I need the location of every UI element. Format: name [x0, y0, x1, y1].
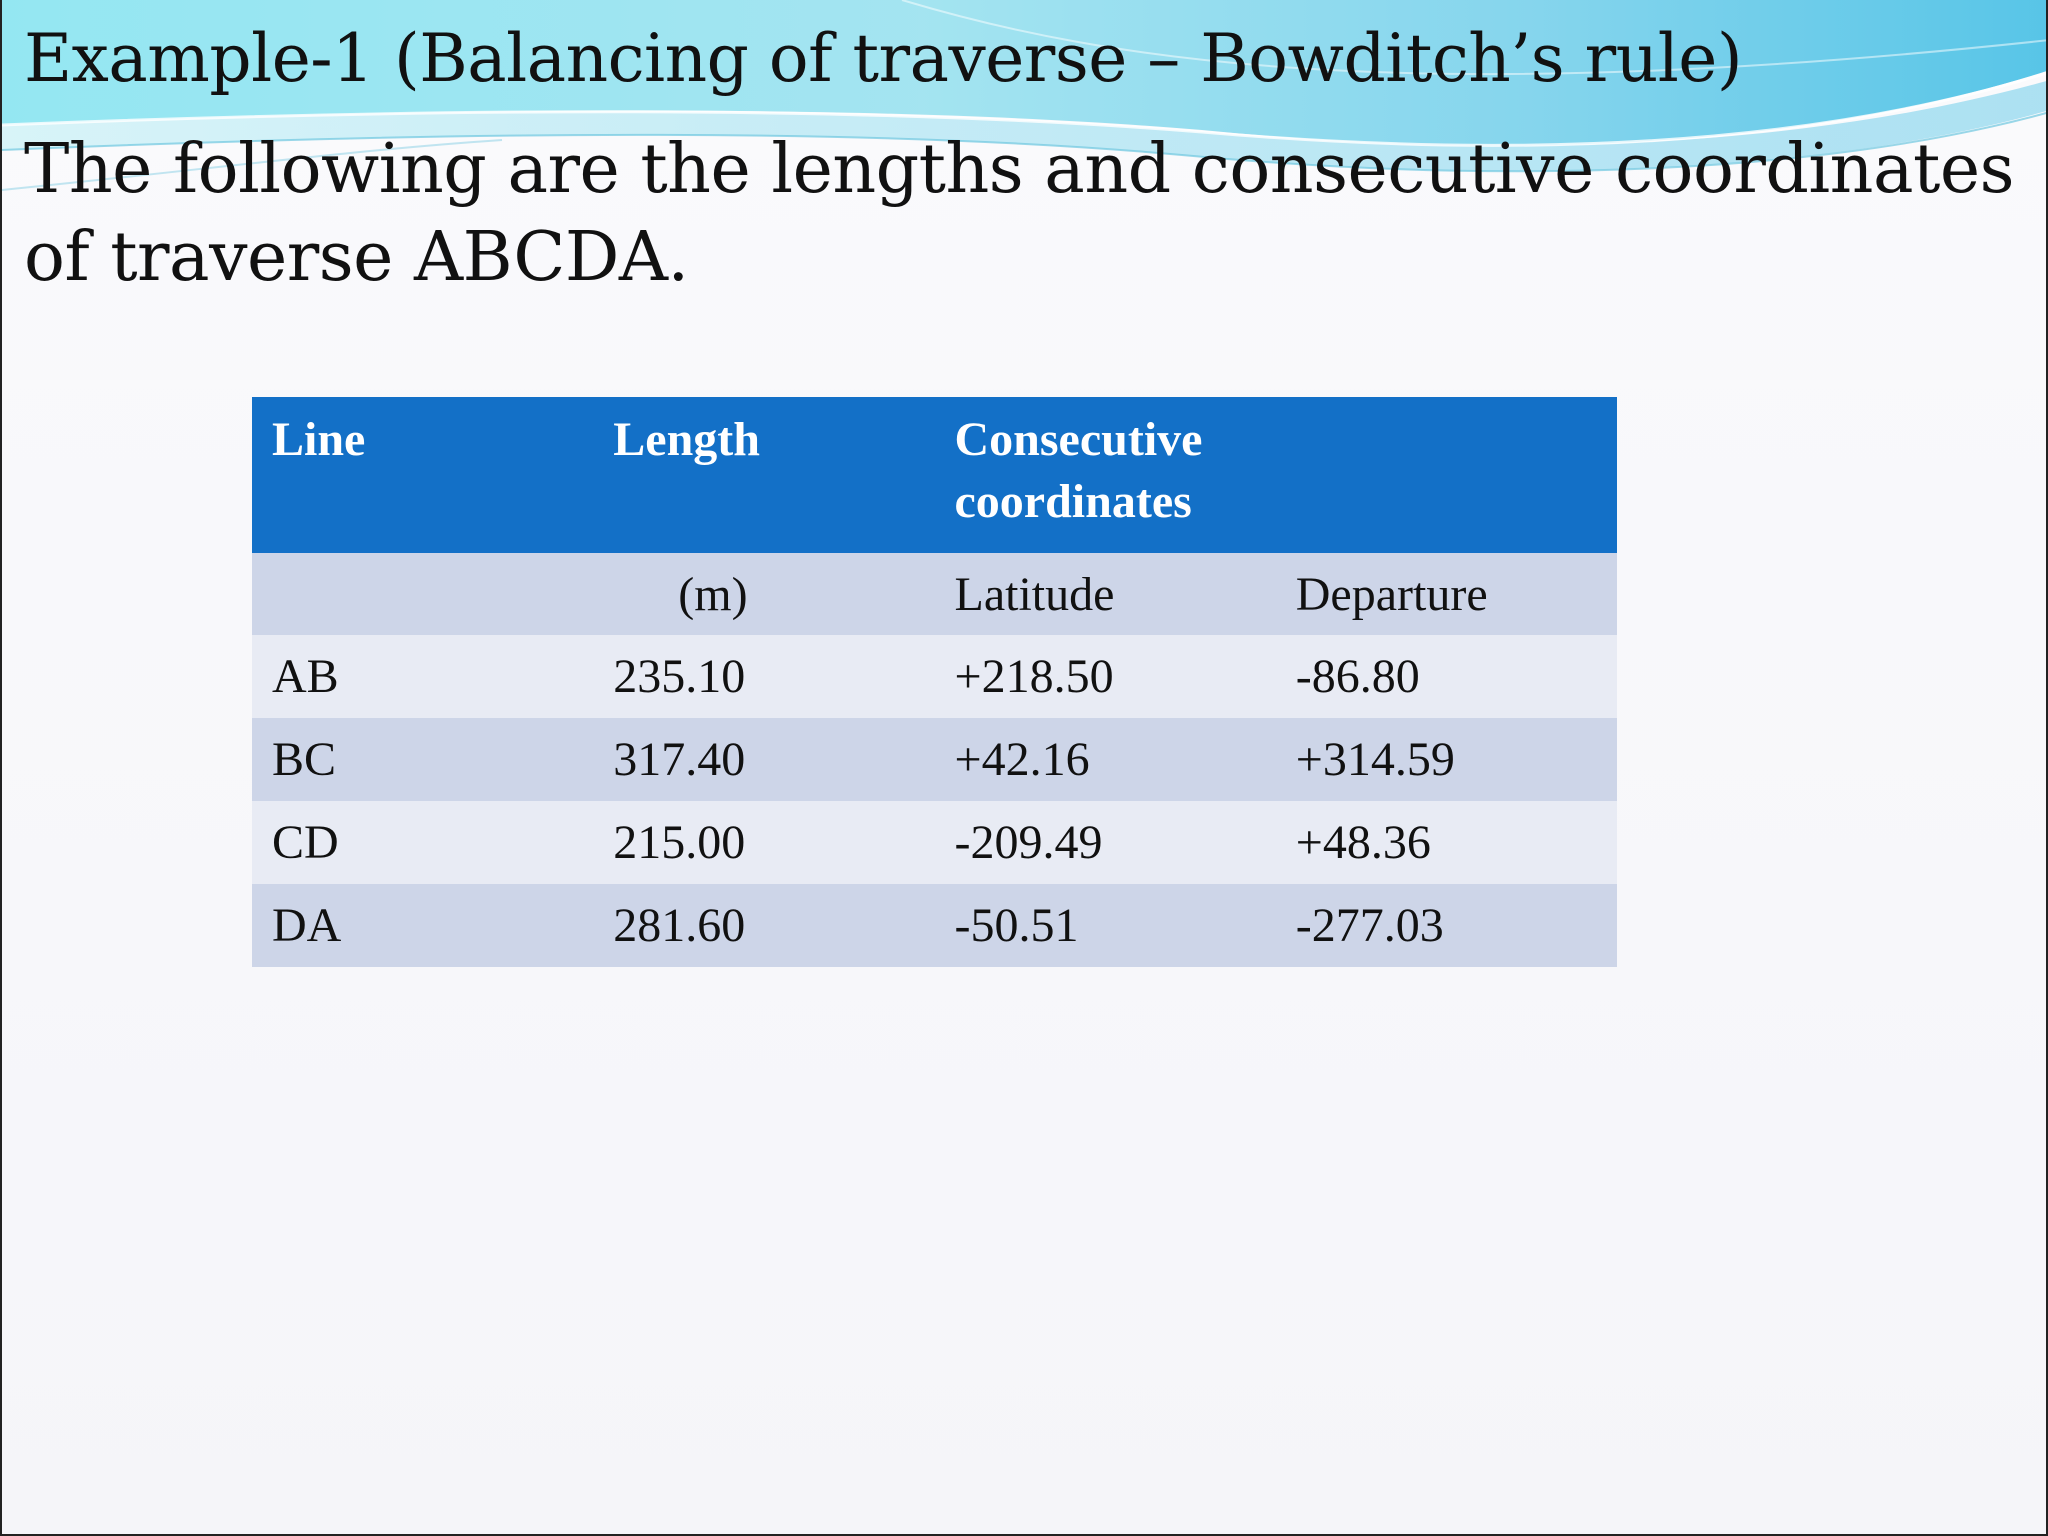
- header-consecutive-coordinates: Consecutive coordinates: [935, 397, 1276, 553]
- table-header-row: [252, 397, 1617, 553]
- cell-line: BC: [252, 718, 593, 801]
- cell-departure: +48.36: [1276, 801, 1617, 884]
- table-row: [252, 718, 1617, 801]
- intro-text: The following are the lengths and consecutive coordinates of traverse ABCDA.: [24, 130, 2014, 297]
- cell-line: AB: [252, 635, 593, 718]
- header-line: Line: [252, 397, 593, 553]
- table-subheader-row: [252, 553, 1617, 635]
- slide-title: Example-1 (Balancing of traverse – Bowditch’s rule): [24, 20, 1743, 97]
- table-row: [252, 884, 1617, 967]
- cell-latitude: -50.51: [935, 884, 1276, 967]
- cell-latitude: +218.50: [935, 635, 1276, 718]
- subheader-latitude: Latitude: [935, 553, 1276, 635]
- cell-length: 281.60: [593, 884, 934, 967]
- subheader-length-unit: (m): [593, 553, 934, 635]
- cell-length: 215.00: [593, 801, 934, 884]
- cell-length: 235.10: [593, 635, 934, 718]
- cell-line: DA: [252, 884, 593, 967]
- cell-departure: +314.59: [1276, 718, 1617, 801]
- header-empty: [1276, 397, 1617, 553]
- cell-line: CD: [252, 801, 593, 884]
- cell-length: 317.40: [593, 718, 934, 801]
- traverse-table: [252, 397, 1617, 967]
- cell-latitude: +42.16: [935, 718, 1276, 801]
- table-row: [252, 635, 1617, 718]
- cell-departure: -86.80: [1276, 635, 1617, 718]
- table-row: [252, 801, 1617, 884]
- subheader-line: [252, 553, 593, 635]
- header-length: Length: [593, 397, 934, 553]
- cell-departure: -277.03: [1276, 884, 1617, 967]
- subheader-departure: Departure: [1276, 553, 1617, 635]
- cell-latitude: -209.49: [935, 801, 1276, 884]
